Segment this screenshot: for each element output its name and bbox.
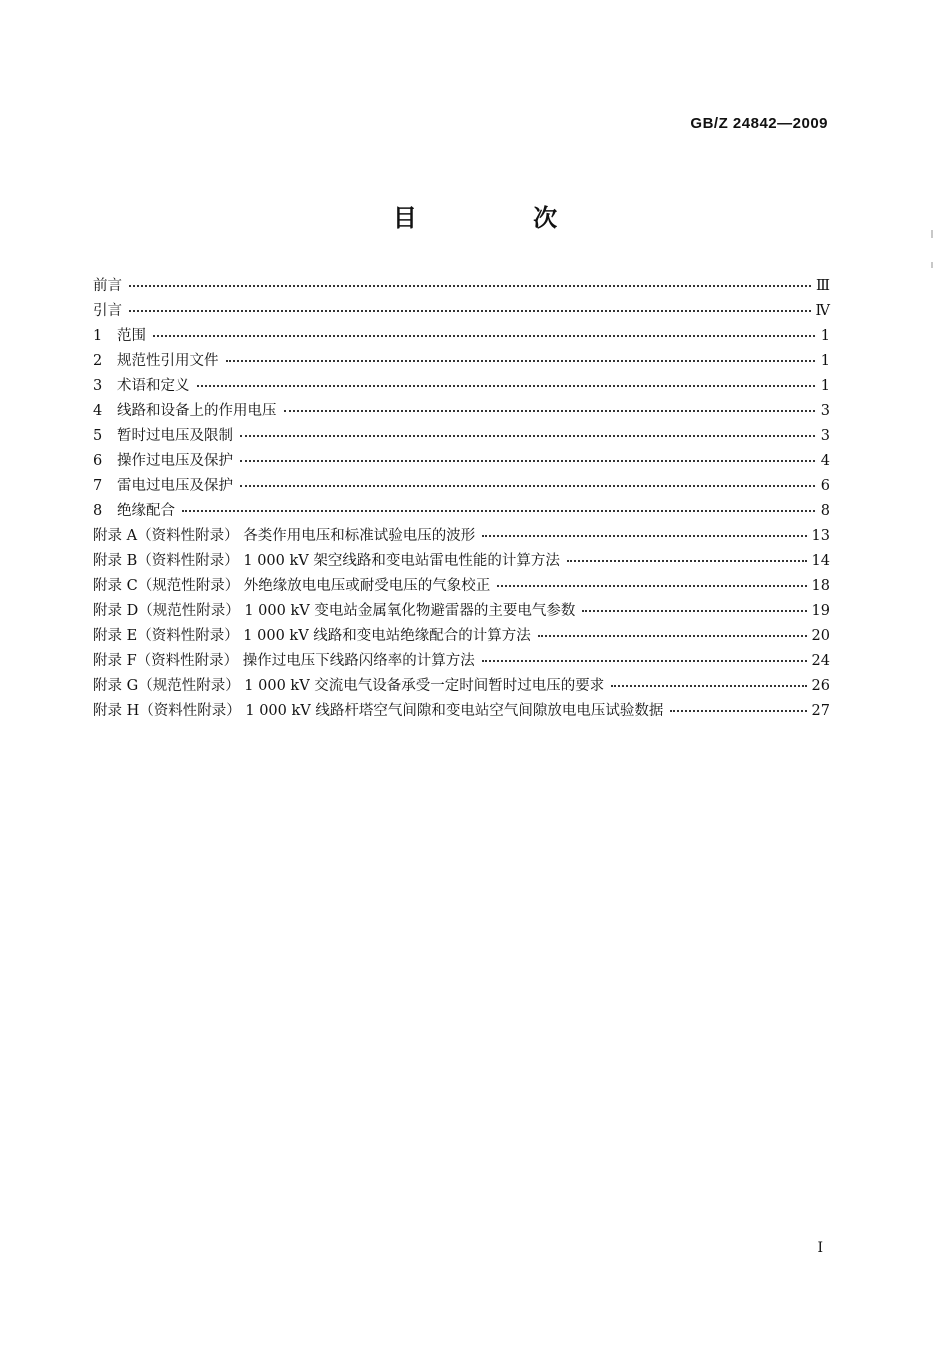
- toc-entry-label: 操作过电压及保护: [117, 453, 233, 469]
- toc-dot-leader: [284, 396, 816, 412]
- toc-entry-number: 7: [93, 478, 103, 494]
- toc-dot-leader: [582, 596, 806, 612]
- toc-dot-leader: [538, 621, 807, 637]
- toc-entry-page: 14: [811, 553, 830, 569]
- toc-entry-page: 24: [811, 653, 830, 669]
- toc-entry-label: 附录 F（资料性附录） 操作过电压下线路闪络率的计算方法: [93, 653, 475, 669]
- toc-entry-page: 13: [811, 528, 830, 544]
- toc-entry-page: 19: [811, 603, 830, 619]
- toc-entry-label: 暂时过电压及限制: [117, 428, 233, 444]
- toc-entry-page: 27: [811, 703, 830, 719]
- toc-entry-label: 附录 G（规范性附录） 1 000 kV 交流电气设备承受一定时间暂时过电压的要求: [93, 678, 605, 694]
- toc-entry-number: 6: [93, 453, 103, 469]
- toc-entry-page: 1: [820, 328, 830, 344]
- toc-entry-page: 3: [820, 428, 830, 444]
- toc-entry-page: 18: [811, 578, 830, 594]
- toc-entry-number: 1: [93, 328, 103, 344]
- toc-entry-number: 3: [93, 378, 103, 394]
- toc-entry-number: 8: [93, 503, 103, 519]
- toc-dot-leader: [129, 271, 811, 287]
- toc-dot-leader: [240, 446, 815, 462]
- toc-entry-page: 1: [820, 378, 830, 394]
- toc-dot-leader: [240, 421, 815, 437]
- toc-entry-page: 3: [820, 403, 830, 419]
- toc-entry-page: 6: [820, 478, 830, 494]
- toc-dot-leader: [226, 346, 816, 362]
- toc-dot-leader: [482, 646, 807, 662]
- toc-entry-label: 附录 H（资料性附录） 1 000 kV 线路杆塔空气间隙和变电站空气间隙放电电压试验数据: [93, 703, 664, 719]
- table-of-contents: [93, 274, 830, 724]
- toc-entry-label: 附录 B（资料性附录） 1 000 kV 架空线路和变电站雷电性能的计算方法: [93, 553, 560, 569]
- toc-entry-page: 1: [820, 353, 830, 369]
- toc-dot-leader: [197, 371, 816, 387]
- toc-entry-page: 20: [811, 628, 830, 644]
- page-title: 目 次: [392, 203, 612, 232]
- toc-entry-page: 4: [820, 453, 830, 469]
- toc-dot-leader: [482, 521, 806, 537]
- standard-code: GB/Z 24842—2009: [690, 115, 828, 132]
- toc-entry-page: 26: [811, 678, 830, 694]
- toc-entry-page: Ⅲ: [816, 278, 830, 294]
- toc-entry-label: 附录 D（规范性附录） 1 000 kV 变电站金属氧化物避雷器的主要电气参数: [93, 603, 576, 619]
- toc-entry-label: 附录 E（资料性附录） 1 000 kV 线路和变电站绝缘配合的计算方法: [93, 628, 531, 644]
- toc-entry-label: 范围: [117, 328, 146, 344]
- toc-entry-label: 规范性引用文件: [117, 353, 219, 369]
- toc-entry[interactable]: [93, 699, 830, 724]
- toc-entry-label: 前言: [93, 278, 122, 294]
- toc-dot-leader: [670, 696, 806, 712]
- page-number: Ⅰ: [817, 1240, 823, 1256]
- toc-dot-leader: [567, 546, 807, 562]
- toc-entry-label: 绝缘配合: [117, 503, 175, 519]
- toc-entry-label: 雷电过电压及保护: [117, 478, 233, 494]
- toc-dot-leader: [497, 571, 806, 587]
- toc-entry-label: 引言: [93, 303, 122, 319]
- toc-dot-leader: [153, 321, 815, 337]
- toc-dot-leader: [611, 671, 806, 687]
- toc-entry-label: 术语和定义: [117, 378, 190, 394]
- toc-dot-leader: [182, 496, 815, 512]
- toc-entry-label: 附录 C（规范性附录） 外绝缘放电电压或耐受电压的气象校正: [93, 578, 491, 594]
- scan-speck: [931, 230, 933, 238]
- toc-entry-page: Ⅳ: [815, 303, 830, 319]
- toc-entry-label: 线路和设备上的作用电压: [117, 403, 277, 419]
- toc-entry-label: 附录 A（资料性附录） 各类作用电压和标准试验电压的波形: [93, 528, 476, 544]
- toc-entry-page: 8: [820, 503, 830, 519]
- toc-dot-leader: [240, 471, 815, 487]
- toc-entry-number: 4: [93, 403, 103, 419]
- scan-speck: [931, 262, 933, 268]
- toc-entry-number: 2: [93, 353, 103, 369]
- toc-dot-leader: [129, 296, 811, 312]
- toc-entry-number: 5: [93, 428, 103, 444]
